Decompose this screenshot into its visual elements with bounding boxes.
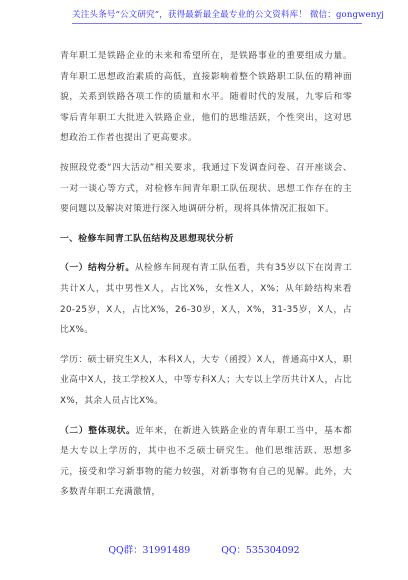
overall-status-lead: （二）整体现状。 xyxy=(60,425,136,436)
overall-status-text: 近年来，在新进入铁路企业的青年职工当中，基本都是大专以上学历的，其中也不乏硕士研究生。他们思维活跃、思想多元，接受和学习新事物的能力较强，对新事物有自己的见解。此外，大多数青年职工充满激情， xyxy=(60,425,352,498)
footer-qq: QQ：535304092 xyxy=(221,545,300,556)
structure-analysis-lead: （一）结构分析。 xyxy=(60,263,135,274)
footer-qq-group: QQ群：31991489 xyxy=(108,545,191,556)
structure-analysis-text: 从检修车间现有青工队伍看，共有35岁以下在岗青工共计X人，其中男性X人，占比X%，女性X人，X%；从年龄结构来看20-25岁，X人，占比X%，26-30岁，X人，X%，31-35岁，X人，占比X%。 xyxy=(60,263,352,336)
document-body xyxy=(60,46,352,503)
header-banner: 关注头条号“公文研究”，获得最新最全最专业的公文资料库！ 微信：gongwenyj xyxy=(72,8,362,24)
method-paragraph: 按照段党委“四大活动”相关要求，我通过下发调查问卷、召开座谈会、一对一谈心等方式，对检修车间青年职工队伍现状、思想工作存在的主要问题以及解决对策进行深入地调研分析，现将具体情况汇报如下。 xyxy=(60,162,352,215)
overall-status-paragraph xyxy=(60,421,352,503)
education-paragraph: 学历：硕士研究生X人，本科X人，大专（函授）X人，普通高中X人，职业高中X人，技工学校X人，中等专科X人；大专以上学历共计X人，占比X%，其余人员占比X%。 xyxy=(60,354,352,406)
footer-contact xyxy=(0,542,408,556)
section-heading: 一、检修车间青工队伍结构及思想现状分析 xyxy=(60,233,234,244)
intro-paragraph: 青年职工是铁路企业的未来和希望所在，是铁路事业的重要组成力量。青年职工思想政治素质的高低，直接影响着整个铁路职工队伍的精神面貌，关系到铁路各项工作的质量和水平。随着时代的发展，九零后和零零后青年职工大批进入铁路企业，他们的思维活跃，个性突出，这对思想政治工作者也提出了更高要求。 xyxy=(60,51,352,144)
structure-analysis-paragraph xyxy=(60,258,352,340)
